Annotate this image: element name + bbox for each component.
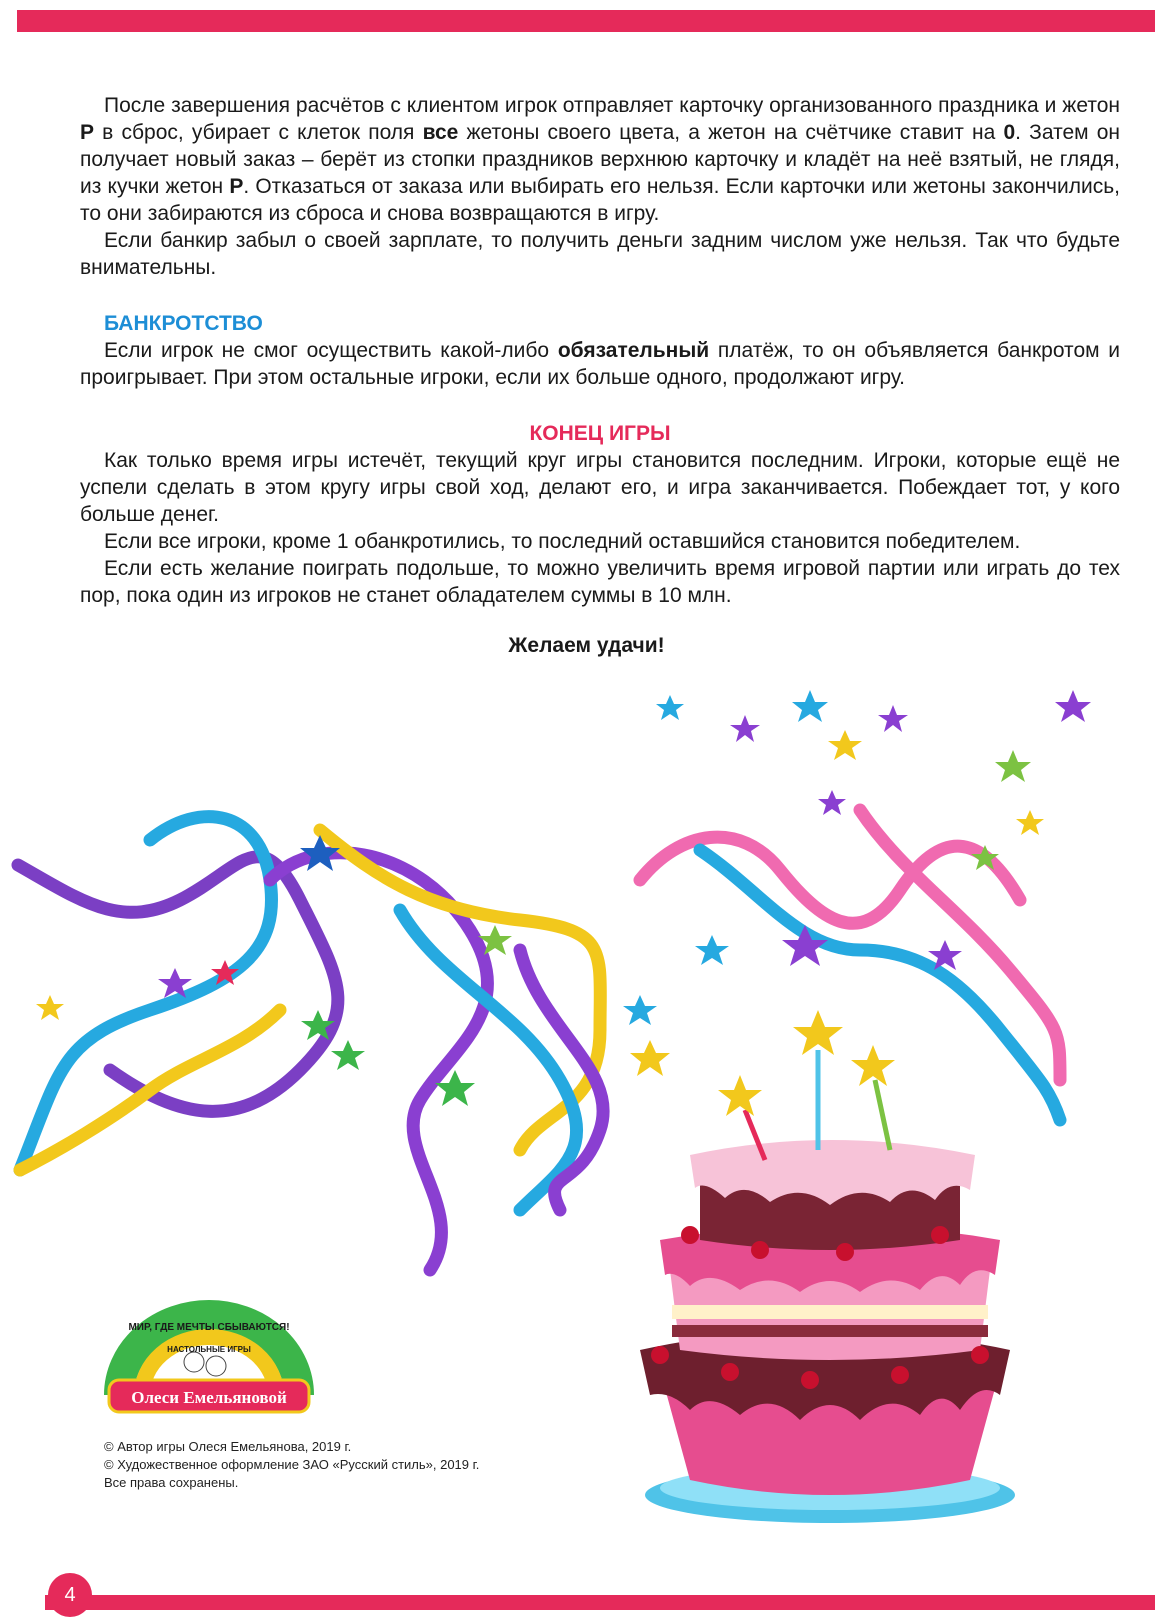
intro-paragraph-2: Если банкир забыл о своей зарплате, то получить деньги задним числом уже нельзя. Так что будьте внимательны. [80, 229, 1120, 279]
game-end-paragraph-2: Если все игроки, кроме 1 обанкротились, то последний оставшийся становится победителем. [104, 530, 1021, 553]
credit-rights: Все права сохранены. [104, 1475, 239, 1490]
intro-section [80, 92, 1120, 281]
credits [104, 1438, 479, 1492]
page-number: 4 [48, 1573, 92, 1617]
game-end-paragraph-1: Как только время игры истечёт, текущий круг игры становится последним. Игроки, которые ещё не успели сделать в этом кругу игры свой ход, делают его, и игра заканчивается. Побеждает тот, у кого больше денег. [80, 449, 1120, 526]
good-luck-text: Желаем удачи! [508, 634, 665, 657]
publisher-logo [104, 1300, 314, 1420]
birthday-cake [640, 1010, 1015, 1523]
credit-art: © Художественное оформление ЗАО «Русский стиль», 2019 г. [104, 1457, 480, 1472]
intro-paragraph-1: После завершения расчётов с клиентом игрок отправляет карточку организованного праздника и жетон Р в сброс, убирает с клеток поля все жетоны своего цвета, а жетон на счётчике ставит на 0. Затем он получает новый заказ – берёт из стопки праздников верхнюю карточку и кладёт на неё взятый, не глядя, из кучки жетон Р. Отказаться от заказа или выбирать его нельзя. Если карточки или жетоны закончились, то они забираются из сброса и снова возвращаются в игру. [80, 94, 1121, 225]
logo-arc-text: МИР, ГДЕ МЕЧТЫ СБЫВАЮТСЯ! [128, 1322, 290, 1333]
top-accent-bar [17, 10, 1155, 32]
bankruptcy-section [80, 310, 1120, 391]
game-end-section [80, 420, 1120, 609]
logo-inner-arc: НАСТОЛЬНЫЕ ИГРЫ [167, 1345, 251, 1354]
credit-author: © Автор игры Олеся Емельянова, 2019 г. [104, 1439, 352, 1454]
game-end-heading: КОНЕЦ ИГРЫ [529, 422, 671, 445]
bottom-accent-bar [45, 1595, 1155, 1610]
bankruptcy-heading: БАНКРОТСТВО [104, 312, 263, 335]
game-end-paragraph-3: Если есть желание поиграть подольше, то можно увеличить время игровой партии или играть до тех пор, пока один из игроков не станет обладателем суммы в 10 млн. [80, 557, 1120, 607]
logo-name: Олеси Емельяновой [131, 1388, 287, 1407]
bankruptcy-paragraph: Если игрок не смог осуществить какой-либо обязательный платёж, то он объявляется банкротом и проигрывает. При этом остальные игроки, если их больше одного, продолжают игру. [80, 339, 1120, 389]
